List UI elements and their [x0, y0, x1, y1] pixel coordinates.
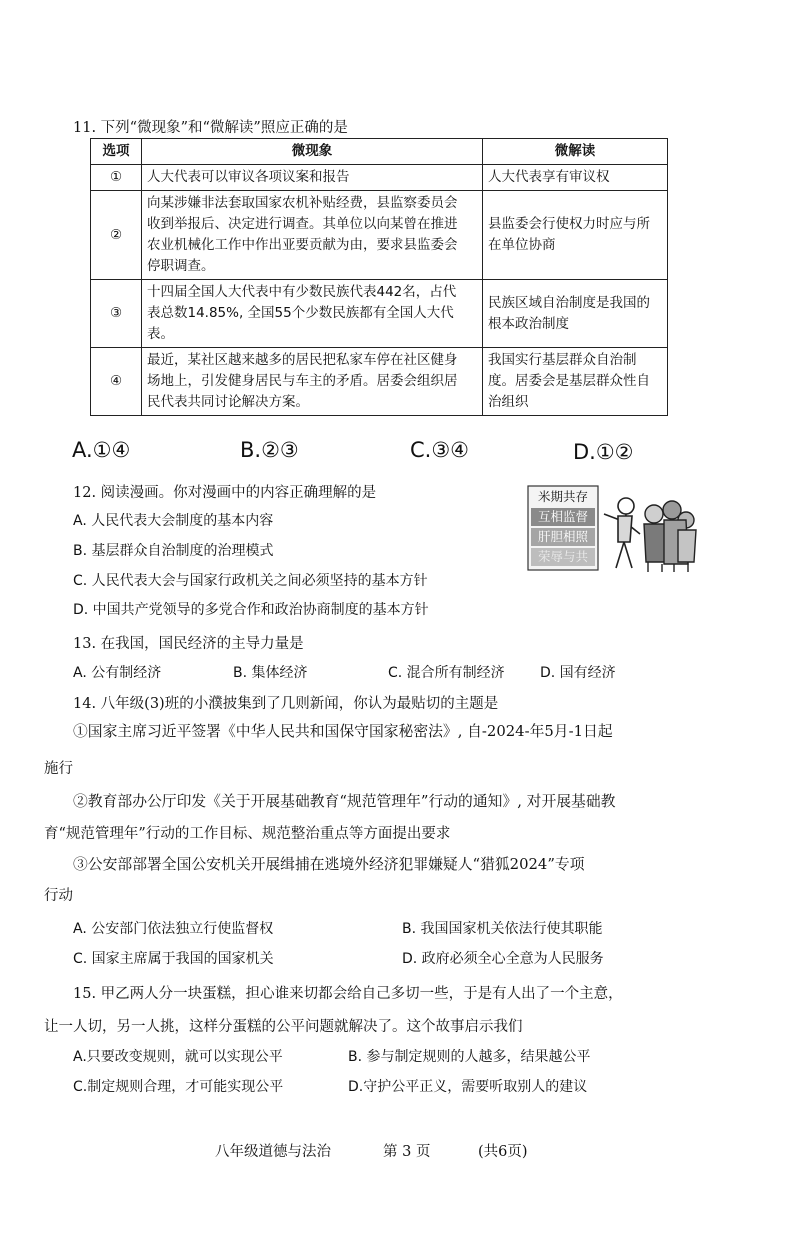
- q14-news-2-cont: 育“规范管理年”行动的工作目标、规范整治重点等方面提出要求: [44, 826, 451, 842]
- q14-news-3-cont: 行动: [44, 888, 73, 904]
- cartoon-figure-group: [644, 501, 696, 572]
- q11-option-b: B.②③: [240, 438, 299, 462]
- q11-table: [90, 138, 668, 416]
- q12-option-c: C. 人民代表大会与国家行政机关之间必须坚持的基本方针: [73, 573, 428, 589]
- q12-cartoon: [526, 484, 702, 572]
- row-interpretation: [483, 348, 668, 416]
- q11-option-d: D.①②: [573, 440, 634, 464]
- cartoon-sign-line: 荣辱与共: [537, 549, 589, 564]
- header-option: 选项: [91, 139, 142, 165]
- q15-option-c: C.制定规则合理，才可能实现公平: [73, 1079, 284, 1095]
- cell-line: 在单位协商: [488, 237, 556, 253]
- cell-line: 场地上，引发健身居民与车主的矛盾。居委会组织居: [147, 373, 458, 389]
- table-row: [91, 191, 668, 280]
- cartoon-sign-line: 肝胆相照: [537, 529, 589, 544]
- q13-option-a: A. 公有制经济: [73, 665, 162, 681]
- table-row: [91, 280, 668, 348]
- cell-line: 最近，某社区越来越多的居民把私家车停在社区健身: [147, 352, 458, 368]
- q14-news-1: ①国家主席习近平签署《中华人民共和国保守国家秘密法》, 自-2024-年5月-1日起: [73, 723, 613, 740]
- cell-line: 停职调查。: [147, 258, 215, 274]
- cell-line: 根本政治制度: [488, 315, 569, 332]
- q14-stem: 14. 八年级(3)班的小濮披集到了几则新闻，你认为最贴切的主题是: [73, 696, 499, 712]
- row-phenomenon: [142, 280, 483, 348]
- row-phenomenon: [142, 191, 483, 280]
- cartoon-figure-left: [604, 498, 640, 568]
- q14-news-3: ③公安部部署全国公安机关开展缉捕在逃境外经济犯罪嫌疑人“猎狐2024”专项: [73, 856, 585, 873]
- row-number: ④: [91, 348, 142, 416]
- row-interpretation: [483, 165, 668, 191]
- q14-option-b: B. 我国国家机关依法行使其职能: [402, 921, 603, 937]
- q14-option-d: D. 政府必须全心全意为人民服务: [402, 951, 604, 967]
- q11-stem: 11. 下列“微现象”和“微解读”照应正确的是: [73, 120, 348, 136]
- row-phenomenon: [142, 348, 483, 416]
- q13-option-d: D. 国有经济: [540, 665, 616, 681]
- q11-option-c: C.③④: [410, 438, 469, 462]
- table-row: [91, 348, 668, 416]
- cell-line: 向某涉嫌非法套取国家农机补贴经费，县监察委员会: [147, 195, 458, 211]
- cartoon-sign-line: 米期共存: [537, 489, 589, 504]
- row-number: ②: [91, 191, 142, 280]
- q15-option-b: B. 参与制定规则的人越多，结果越公平: [348, 1049, 591, 1065]
- cell-line: 人大代表享有审议权: [488, 169, 610, 185]
- cell-line: 民族区域自治制度是我国的: [488, 294, 650, 311]
- q13-stem: 13. 在我国，国民经济的主导力量是: [73, 636, 304, 652]
- cell-line: 人大代表可以审议各项议案和报告: [147, 169, 350, 185]
- q14-news-1-cont: 施行: [44, 761, 73, 777]
- cell-line: 表总数14.85%, 全国55个少数民族都有全国人大代: [147, 305, 454, 321]
- header-interpretation: 微解读: [483, 139, 668, 165]
- cell-line: 农业机械化工作中作出亚要贡献为由，要求县监委会: [147, 237, 458, 253]
- cell-line: 十四届全国人大代表中有少数民族代表442名，占代: [147, 284, 457, 300]
- cell-line: 民代表共同讨论解决方案。: [147, 394, 309, 410]
- q15-option-a: A.只要改变规则，就可以实现公平: [73, 1049, 283, 1065]
- q12-option-a: A. 人民代表大会制度的基本内容: [73, 513, 274, 529]
- row-number: ③: [91, 280, 142, 348]
- cell-line: 度。居委会是基层群众性自: [488, 373, 650, 389]
- cell-line: 县监委会行使权力时应与所: [488, 216, 650, 232]
- q14-option-c: C. 国家主席属于我国的国家机关: [73, 951, 274, 967]
- q12-stem: 12. 阅读漫画。你对漫画中的内容正确理解的是: [73, 485, 377, 501]
- cell-line: 表。: [147, 326, 174, 342]
- cartoon-sign-line: 互相监督: [537, 509, 589, 524]
- footer-total-pages: (共6页): [478, 1144, 528, 1160]
- q15-stem-line1: 15. 甲乙两人分一块蛋糕，担心谁来切都会给自己多切一些，于是有人出了一个主意，: [73, 986, 623, 1002]
- row-interpretation: [483, 191, 668, 280]
- q11-option-a: A.①④: [72, 438, 131, 462]
- q14-news-2: ②教育部办公厅印发《关于开展基础教育“规范管理年”行动的通知》, 对开展基础教: [73, 793, 616, 810]
- q13-option-b: B. 集体经济: [233, 665, 308, 681]
- table-row: [91, 165, 668, 191]
- row-interpretation: [483, 280, 668, 348]
- row-number: ①: [91, 165, 142, 191]
- footer-subject: 八年级道德与法治: [215, 1144, 331, 1160]
- row-phenomenon: [142, 165, 483, 191]
- q13-option-c: C. 混合所有制经济: [388, 665, 505, 681]
- q12-option-b: B. 基层群众自治制度的治理模式: [73, 543, 274, 559]
- q15-option-d: D.守护公平正义，需要听取别人的建议: [348, 1079, 588, 1095]
- cell-line: 收到举报后、决定进行调查。其单位以向某曾在推进: [147, 216, 458, 232]
- q15-stem-line2: 让一人切，另一人挑，这样分蛋糕的公平问题就解决了。这个故事启示我们: [44, 1019, 523, 1035]
- header-phenomenon: 微现象: [142, 139, 483, 165]
- cell-line: 治组织: [488, 394, 529, 410]
- cell-line: 我国实行基层群众自治制: [488, 352, 637, 368]
- footer-page-number: 第 3 页: [383, 1144, 431, 1160]
- table-header-row: [91, 139, 668, 165]
- q14-option-a: A. 公安部门依法独立行使监督权: [73, 921, 274, 937]
- q12-option-d: D. 中国共产党领导的多党合作和政治协商制度的基本方针: [73, 602, 429, 618]
